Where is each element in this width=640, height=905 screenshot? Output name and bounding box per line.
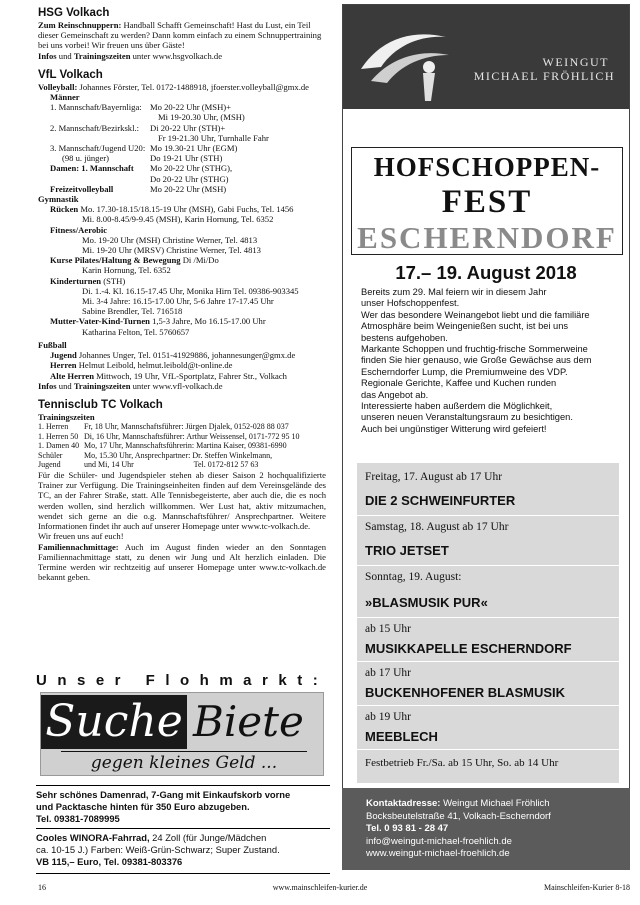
vfl-herren: Herren Helmut Leibold, helmut.leibold@t-online.de (50, 360, 233, 371)
program-act: TRIO JETSET (365, 543, 449, 558)
divider (357, 617, 619, 618)
logo-line-1: WEINGUT (542, 55, 609, 69)
divider (36, 873, 330, 874)
tc-table (38, 422, 326, 470)
vfl-info: Infos und Trainingszeiten unter www.vfl-volkach.de (38, 380, 223, 391)
divider (36, 785, 330, 786)
vfl-volleyball: Volleyball: Johannes Förster, Tel. 0172-1488918, jfoerster.volleyball@gmx.de (38, 81, 309, 92)
program-act: MEEBLECH (365, 729, 438, 744)
vfl-gymnastik: Gymnastik (38, 194, 79, 205)
vfl-maenner: Männer (50, 92, 80, 103)
left-column (38, 4, 326, 582)
vfl-team-table (38, 102, 326, 194)
fest-title-1: HOFSCHOPPEN- (373, 152, 601, 182)
classified-ad: Sehr schönes Damenrad, 7-Gang mit Einkaufskorb vorne und Packtasche hinten für 350 Euro abzugeben. Tel. 09381-7089995 (36, 789, 291, 824)
program-date: Samstag, 18. August ab 17 Uhr (365, 521, 509, 533)
team-row: 3. Mannschaft/Jugend U20: Mo 19.30-21 Uhr (EGM) (50, 143, 238, 154)
vfl-ruecken: Rücken Mo. 17.30-18.15/18.15-19 Uhr (MSH), Gabi Fuchs, Tel. 1456 (50, 204, 294, 215)
team-row: 1. Mannschaft/Bayernliga: Mo 20-22 Uhr (MSH)+ (50, 102, 231, 113)
divider (36, 828, 330, 829)
flohmarkt-suche: Suche (41, 695, 187, 749)
page-number: 16 (38, 883, 46, 892)
vfl-pilates: Kurse Pilates/Haltung & Bewegung Di /Mi/Do (50, 255, 219, 266)
vfl-fitness: Fitness/Aerobic (50, 224, 108, 235)
weingut-logo (343, 5, 629, 109)
footer-url: www.mainschleifen-kurier.de (272, 883, 368, 892)
fest-date: 17.– 19. August 2018 (395, 262, 577, 283)
vfl-jugend: Jugend Johannes Unger, Tel. 0151-41929886, johannesunger@gmx.de (50, 350, 296, 361)
hsg-intro: Zum Reinschnuppern: Handball Schafft Gemeinschaft! Hast du Lust, ein Teil dieser Gemeinschaft zu werden? Dann komm einfach zu einem Schnuppertraining bei uns vorbei! Wir freuen uns über Gäste! (38, 20, 322, 51)
program-date: Sonntag, 19. August: (365, 571, 462, 583)
tc-title: Tennisclub TC Volkach (38, 398, 163, 411)
vfl-ruecken-2: Mi. 8.00-8.45/9-9.45 (MSH), Karin Hornung, Tel. 6352 (82, 214, 274, 225)
fest-title-box (351, 147, 623, 255)
divider (357, 705, 619, 706)
fest-intro: Bereits zum 29. Mal feiern wir in diesem Jahr unser Hofschoppenfest. Wer das besondere Weinangebot liebt und die familiäre Atmosphäre beim Weingenießen sucht, ist bei uns bestens aufgehoben. Markante Schoppen und fruchtig-frische Sommerweine finden Sie hier genauso, wie Große Gewächse aus dem Escherndorfer Lump, die Premiumweine des VDP. Regionale Gerichte, Kaffee und Kuchen runden das Angebot ab. Interessierte haben außerdem die Möglichkeit, unseren neuen Veranstaltungsraum zu besichtigen. Auch bei ungünstiger Witterung wird gefeiert! (361, 287, 592, 434)
classified-ad: Cooles WINORA-Fahrrad, 24 Zoll (für Junge/Mädchen ca. 10-15 J.) Farben: Weiß-Grün-Schwarz; Super Zustand. VB 115,– Euro, Tel. 09381-803376 (36, 832, 280, 867)
vfl-kinder-2: Mi. 3-4 Jahre: 16.15-17.00 Uhr, 5-6 Jahre 17-17.45 Uhr (82, 296, 274, 307)
footer-issue: Mainschleifen-Kurier 8-18 (544, 883, 630, 892)
program-act: MUSIKKAPELLE ESCHERNDORF (365, 641, 572, 656)
program-time: ab 15 Uhr (365, 623, 411, 635)
divider (357, 565, 619, 566)
flohmarkt-box (40, 692, 324, 776)
program-time: ab 17 Uhr (365, 667, 411, 679)
team-row: Fr 19-21.30 Uhr, Turnhalle Fahr (158, 132, 269, 143)
vfl-pilates-2: Karin Hornung, Tel. 6352 (82, 265, 171, 276)
logo-line-2: MICHAEL FRÖHLICH (473, 69, 615, 83)
vfl-alte-herren: Alte Herren Mittwoch, 19 Uhr, VfL-Sportplatz, Fahrer Str., Volkach (50, 370, 287, 381)
contact-box (342, 788, 630, 870)
program-time: ab 19 Uhr (365, 711, 411, 723)
tc-para1: Für die Schüler- und Jugendspieler stehen ab dieser Saison 2 hochqualifizierte Trainer zur Verfügung. Die Trainingseinheiten finden auf dem Vereinsgelände des TC, an der Fahrer Straße, statt. Alle Tennisbegeisterte, aber auch die, die es noch werden wollen, sind herzlich willkommen. Wer Lust hat, aktiv mitzumachen, wendet sich gerne an die o.g. Mannschaftsführer/ Ansprechpartner. Weitere Informationen findet ihr auch auf unserer Homepage unter www.tc-volkach.de. (38, 470, 326, 532)
contact-web[interactable]: www.weingut-michael-froehlich.de (366, 848, 510, 859)
vfl-mvk: Mutter-Vater-Kind-Turnen 1,5-3 Jahre, Mo 16.15-17.00 Uhr (50, 316, 266, 327)
team-row: Damen: 1. Mannschaft Mo 20-22 Uhr (STHG), (50, 163, 233, 174)
fest-title-3: ESCHERNDORF (357, 220, 617, 255)
contact-email[interactable]: info@weingut-michael-froehlich.de (366, 835, 512, 847)
vfl-fussball: Fußball (38, 339, 67, 350)
vfl-kinder: Kinderturnen (STH) (50, 275, 126, 286)
program-date: Freitag, 17. August ab 17 Uhr (365, 471, 503, 483)
tc-trainingszeiten: Trainingszeiten (38, 411, 95, 422)
hsg-info: Infos und Trainingszeiten unter www.hsgvolkach.de (38, 50, 223, 61)
divider (357, 749, 619, 750)
team-row: Freizeitvolleyball Mo 20-22 Uhr (MSH) (50, 183, 227, 194)
fest-program (357, 463, 619, 783)
team-row: Mi 19-20.30 Uhr, (MSH) (158, 112, 245, 123)
contact-tel: Tel. 0 93 81 - 28 47 (366, 823, 449, 834)
divider (357, 515, 619, 516)
program-act: BUCKENHOFENER BLASMUSIK (365, 685, 566, 700)
program-festbetrieb: Festbetrieb Fr./Sa. ab 15 Uhr, So. ab 14 Uhr (365, 757, 559, 769)
tc-row: 1. Herren 50 Di, 16 Uhr, Mannschaftsführer: Arthur Weissensel, 0171-772 95 10 (38, 431, 300, 441)
tc-para2: Familiennachmittage: Auch im August finden wieder an den Sonntagen Familiennachmittage statt, zu denen wir Jung und Alt herzlich einladen. Die Termine werden wir rechtzeitig auf unserer Homepage unter www.tc-volkach.de bekannt geben. (38, 541, 326, 583)
vfl-fitness-1: Mo. 19-20 Uhr (MSH) Christine Werner, Tel. 4813 (82, 234, 258, 245)
vfl-mvk-2: Katharina Felton, Tel. 5760657 (82, 326, 190, 337)
tc-row: Jugend und Mi, 14 Uhr Tel. 0172-812 57 63 (38, 460, 259, 470)
team-row: (98 u. jünger) Do 19-21 Uhr (STH) (62, 153, 223, 164)
flohmarkt-slogan: gegen kleines Geld ... (61, 751, 307, 774)
weingut-ad (342, 4, 630, 797)
vfl-fitness-2: Mi. 19-20 Uhr (MRSV) Christine Werner, Tel. 4813 (82, 245, 261, 256)
flohmarkt-banner (36, 672, 329, 778)
vfl-kinder-1: Di. 1.-4. Kl. 16.15-17.45 Uhr, Monika Hirn Tel. 09386-903345 (82, 285, 299, 296)
program-act: DIE 2 SCHWEINFURTER (365, 493, 516, 508)
tc-para1-end: Wir freuen uns auf euch! (38, 531, 124, 542)
divider (357, 661, 619, 662)
fest-title-2: FEST (441, 184, 533, 220)
hsg-title: HSG Volkach (38, 7, 110, 19)
contact-line: Kontaktadresse: Weingut Michael Fröhlich (366, 798, 550, 809)
contact-street: Bocksbeutelstraße 41, Volkach-Escherndorf (366, 810, 551, 822)
tc-row: 1. Herren Fr, 18 Uhr, Mannschaftsführer: Jürgen Djalek, 0152-028 88 037 (38, 422, 289, 432)
tc-row: 1. Damen 40 Mo, 17 Uhr, Mannschaftsführerin: Martina Kaiser, 09381-6990 (38, 441, 287, 451)
team-row: 2. Mannschaft/Bezirkskl.: Di 20-22 Uhr (STH)+ (50, 122, 226, 133)
flohmarkt-title: Unser Flohmarkt: (36, 672, 329, 689)
vfl-title: VfL Volkach (38, 68, 103, 81)
flohmarkt-biete: Biete (193, 697, 304, 746)
program-act: »BLASMUSIK PUR« (365, 595, 488, 610)
vfl-kinder-3: Sabine Brendler, Tel. 716518 (82, 306, 183, 317)
tc-row: Schüler Mo, 15.30 Uhr, Ansprechpartner: Dr. Steffen Winkelmann, (38, 450, 273, 460)
team-row: Do 20-22 Uhr (STHG) (150, 173, 229, 184)
wine-maiden-logo-icon (351, 9, 451, 105)
